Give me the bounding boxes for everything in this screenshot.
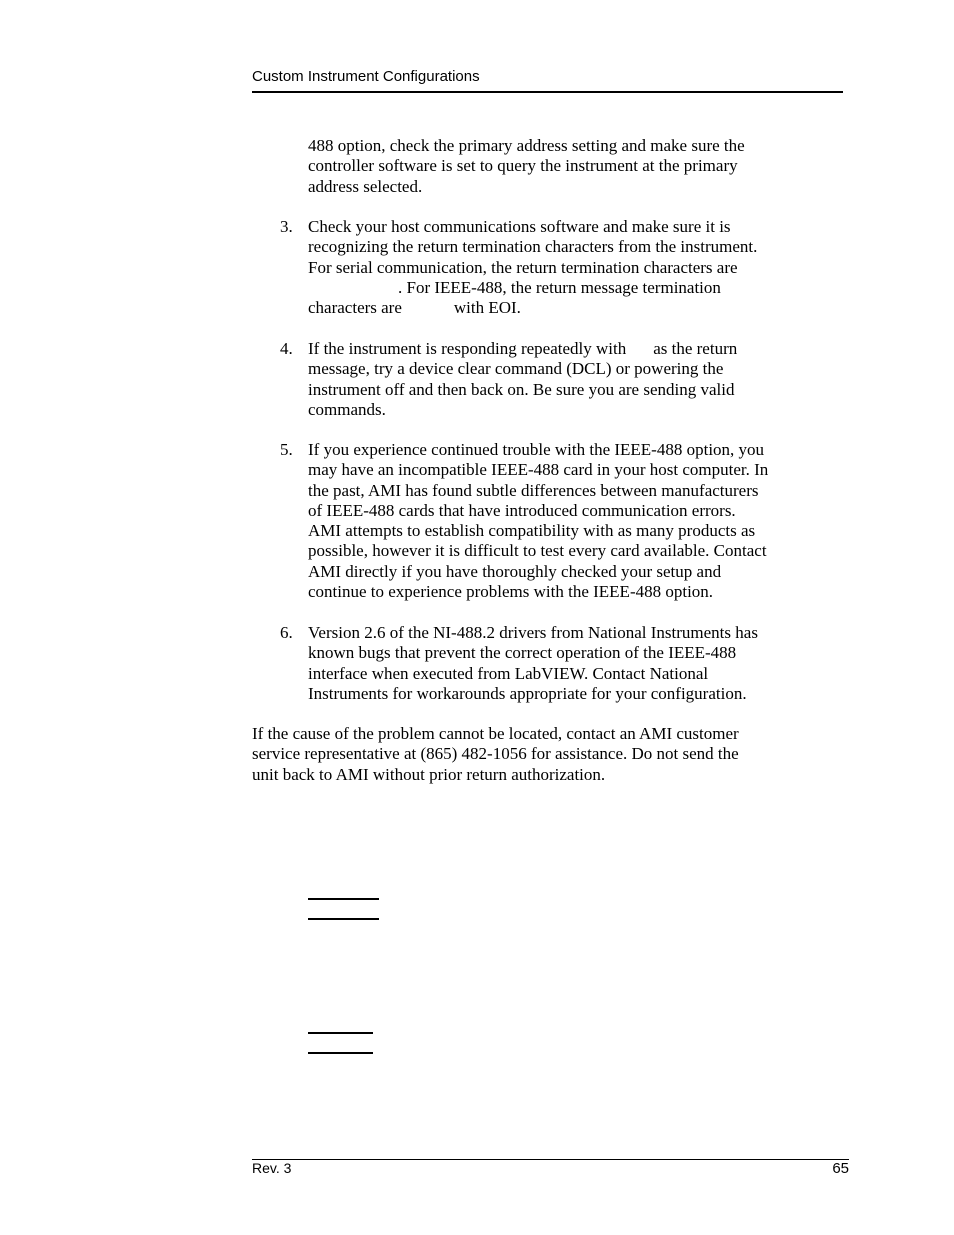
text-line: AMI directly if you have thoroughly checked your setup and xyxy=(308,561,722,581)
header-rule xyxy=(252,91,843,93)
underline-rule xyxy=(308,1032,373,1034)
item-3-text xyxy=(308,217,757,318)
text-fragment: characters are xyxy=(308,298,402,318)
text-line: AMI attempts to establish compatibility with as many products as xyxy=(308,521,756,541)
item-3-number: 3. xyxy=(280,217,293,236)
text-line xyxy=(308,278,757,298)
text-line: continue to experience problems with the IEEE-488 option. xyxy=(308,582,714,602)
item-5-number: 5. xyxy=(280,440,293,459)
text-line: interface when executed from LabVIEW. Contact National xyxy=(308,663,709,683)
item-4-number: 4. xyxy=(280,339,293,358)
text-fragment: If the instrument is responding repeatedly with xyxy=(308,339,627,358)
text-line: commands. xyxy=(308,399,386,419)
closing-paragraph xyxy=(252,724,739,785)
item-6-number: 6. xyxy=(280,623,293,642)
text-line: address selected. xyxy=(308,176,423,196)
item-4-text xyxy=(308,339,737,420)
text-line: unit back to AMI without prior return authorization. xyxy=(252,764,606,784)
text-fragment: . For IEEE-488, the return message termination xyxy=(398,277,721,297)
text-line: known bugs that prevent the correct operation of the IEEE-488 xyxy=(308,643,737,663)
page-number: 65 xyxy=(832,1160,849,1177)
text-line: Version 2.6 of the NI-488.2 drivers from National Instruments has xyxy=(308,623,758,642)
underline-rule xyxy=(308,1052,373,1054)
text-line: of IEEE-488 cards that have introduced communication errors. xyxy=(308,500,736,520)
text-line: Instruments for workarounds appropriate for your configuration. xyxy=(308,683,747,703)
text-line: message, try a device clear command (DCL) or powering the xyxy=(308,359,724,379)
text-line: service representative at (865) 482-1056 for assistance. Do not send the xyxy=(252,744,739,764)
continued-item-text xyxy=(308,136,745,197)
running-header: Custom Instrument Configurations xyxy=(252,68,480,85)
text-line: controller software is set to query the instrument at the primary xyxy=(308,156,738,176)
text-line xyxy=(308,298,757,318)
text-line: 488 option, check the primary address setting and make sure the xyxy=(308,136,745,155)
text-line: may have an incompatible IEEE-488 card in your host computer. In xyxy=(308,460,769,480)
footer-rule xyxy=(252,1159,849,1160)
text-line: recognizing the return termination characters from the instrument. xyxy=(308,237,758,257)
text-line: Check your host communications software and make sure it is xyxy=(308,217,731,236)
text-line: the past, AMI has found subtle differences between manufacturers xyxy=(308,480,759,500)
text-line: If you experience continued trouble with the IEEE-488 option, you xyxy=(308,440,765,459)
text-line: For serial communication, the return termination characters are xyxy=(308,257,738,277)
item-6-text xyxy=(308,623,758,704)
revision-label: Rev. 3 xyxy=(252,1160,292,1176)
text-fragment: with EOI. xyxy=(453,298,521,318)
text-line xyxy=(308,339,737,359)
text-line: If the cause of the problem cannot be located, contact an AMI customer xyxy=(252,724,739,743)
text-fragment: as the return xyxy=(653,339,738,358)
underline-rule xyxy=(308,918,379,920)
text-line: instrument off and then back on. Be sure you are sending valid xyxy=(308,379,735,399)
underline-rule xyxy=(308,898,379,900)
item-5-text xyxy=(308,440,768,602)
text-line: possible, however it is difficult to test every card available. Contact xyxy=(308,541,767,561)
